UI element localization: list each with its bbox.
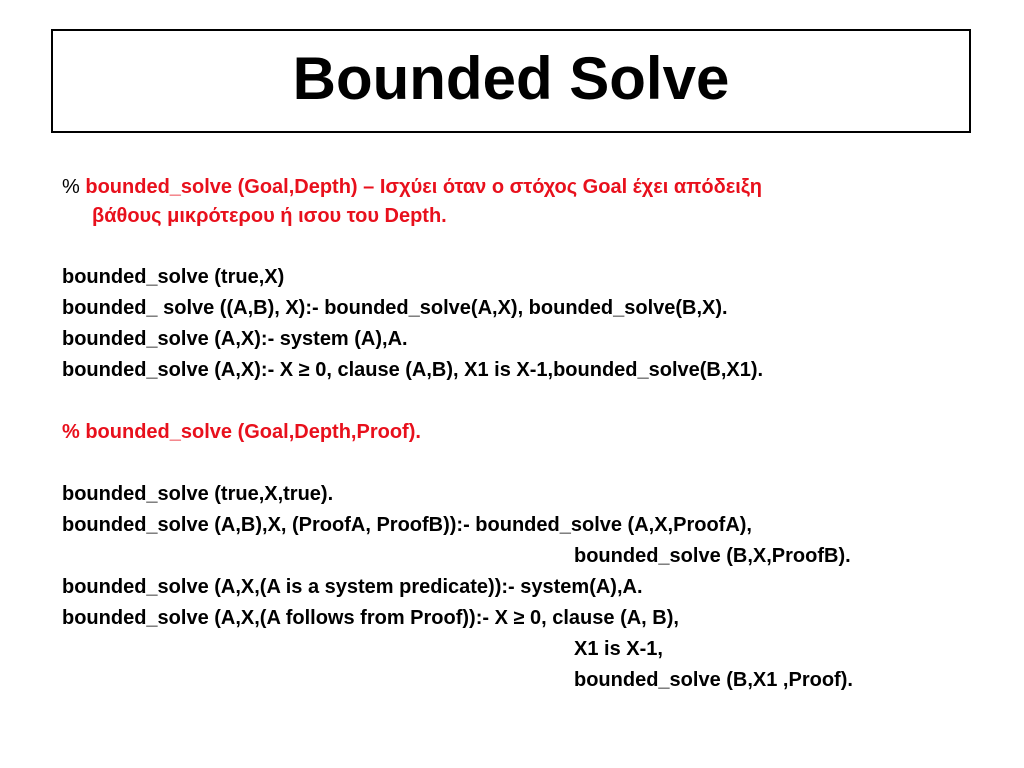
code-line: bounded_solve (true,X,true). xyxy=(62,483,334,505)
comment-1-line-1 xyxy=(62,172,1002,201)
code-line-continuation: bounded_solve (B,X1 ,Proof). xyxy=(574,669,853,691)
code-line: bounded_solve (A,B),X, (ProofA, ProofB)):- bounded_solve (A,X,ProofA), xyxy=(62,514,752,536)
code-line-continuation: bounded_solve (B,X,ProofB). xyxy=(574,545,851,567)
slide-title: Bounded Solve xyxy=(292,45,730,112)
comment-2: % bounded_solve (Goal,Depth,Proof). xyxy=(62,421,421,443)
code-line: bounded_solve (A,X,(A follows from Proof)):- X ≥ 0, clause (A, B), xyxy=(62,607,679,629)
spacer xyxy=(62,231,1002,262)
spacer xyxy=(62,448,1002,479)
code-line: bounded_solve (A,X,(A is a system predicate)):- system(A),A. xyxy=(62,576,643,598)
comment-prefix: % xyxy=(62,176,80,198)
slide-body xyxy=(62,172,1002,696)
comment-1-text: bounded_solve (Goal,Depth) – Ισχύει όταν ο στόχος Goal έχει απόδειξη xyxy=(85,176,762,198)
title-box xyxy=(51,29,971,133)
spacer xyxy=(62,386,1002,417)
comment-1-line-2: βάθους μικρότερου ή ισου του Depth. xyxy=(92,205,447,227)
code-line: bounded_solve (A,X):- X ≥ 0, clause (A,B), X1 is X-1,bounded_solve(B,X1). xyxy=(62,359,764,381)
code-line: bounded_solve (true,X) xyxy=(62,266,285,288)
code-line: bounded_ solve ((A,B), X):- bounded_solve(A,X), bounded_solve(B,X). xyxy=(62,297,728,319)
code-line-continuation: X1 is X-1, xyxy=(574,638,663,660)
code-line: bounded_solve (A,X):- system (A),A. xyxy=(62,328,408,350)
